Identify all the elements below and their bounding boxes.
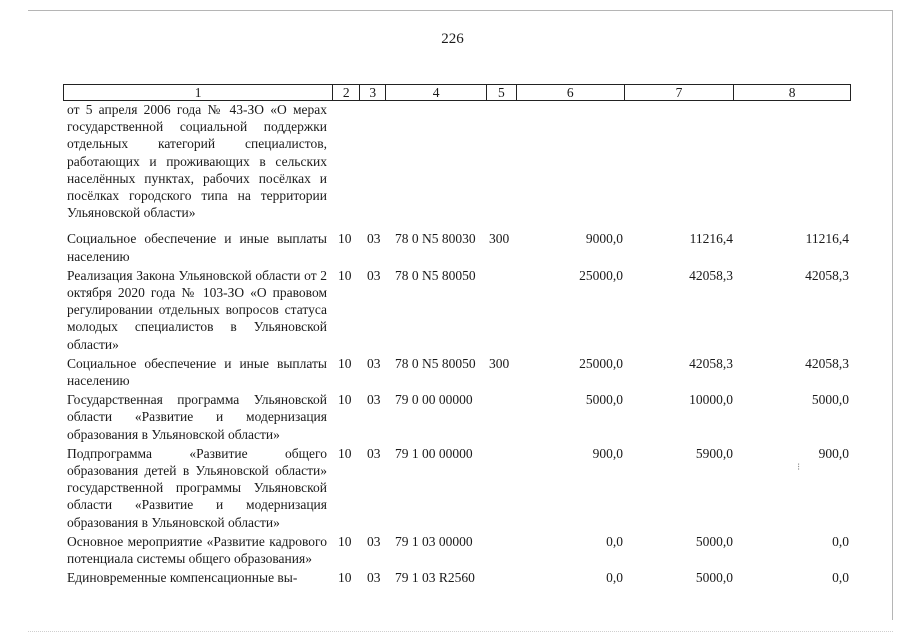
section-code: 10	[338, 231, 352, 247]
table-row	[63, 391, 851, 443]
amount-col-8: 0,0	[832, 570, 849, 586]
expense-type-code	[487, 533, 517, 567]
table-row	[63, 267, 851, 353]
amount-col-7: 10000,0	[689, 392, 733, 408]
amount-col-8: 0,0	[832, 533, 849, 549]
target-article-code: 78 0 N5 80050	[395, 355, 476, 371]
subsection-code: 03	[367, 355, 381, 371]
section-code: 10	[338, 570, 352, 586]
expense-type-code: 300	[489, 231, 510, 247]
row-description: Реализация Закона Ульяновской области от 2 октября 2020 года № 103-ЗО «О правовом регулировании отдельных вопросов статуса молодых специалистов в Ульяновской области»	[67, 267, 327, 352]
amount-col-7: 42058,3	[689, 267, 733, 283]
column-header-4: 4	[386, 85, 487, 100]
amount-col-6: 25000,0	[579, 267, 623, 283]
column-header-1: 1	[64, 85, 333, 100]
expense-type-code	[487, 267, 517, 353]
row-description: Подпрограмма «Развитие общего образования детей в Ульяновской области» государственной программы Ульяновской области «Развитие и модернизация образования в Ульяновской области»	[67, 445, 327, 530]
column-header-8: 8	[788, 85, 796, 100]
target-article-code: 79 1 00 00000	[395, 445, 473, 461]
row-description: Государственная программа Ульяновской области «Развитие и модернизация образования в Ульяновской области»	[67, 392, 327, 442]
section-code: 10	[338, 445, 352, 461]
column-header-5: 5	[487, 85, 517, 100]
amount-col-7: 5900,0	[695, 445, 733, 461]
subsection-code: 03	[367, 392, 381, 408]
amount-col-7: 42058,3	[689, 355, 733, 371]
amount-col-6: 5000,0	[585, 392, 623, 408]
expense-type-code	[487, 569, 517, 586]
column-header-6: 6	[517, 85, 625, 100]
subsection-code: 03	[367, 570, 381, 586]
amount-col-6: 900,0	[592, 445, 623, 461]
column-header-7: 7	[625, 85, 735, 100]
expense-type-code: 300	[489, 355, 510, 371]
section-code: 10	[338, 392, 352, 408]
expense-type-code	[487, 391, 517, 443]
subsection-code: 03	[367, 445, 381, 461]
page-edge-bottom	[28, 631, 893, 632]
column-header-2: 2	[333, 85, 360, 100]
table-row	[63, 355, 851, 389]
page-edge-right	[892, 10, 893, 620]
amount-col-8: 42058,3	[805, 267, 849, 283]
page-edge-top	[28, 10, 893, 11]
amount-col-8: 11216,4	[805, 231, 849, 247]
page-number: 226	[441, 31, 464, 47]
section-code: 10	[338, 355, 352, 371]
table-header	[63, 84, 851, 101]
section-code: 10	[338, 267, 352, 283]
amount-col-7: 5000,0	[695, 570, 733, 586]
table-body	[63, 101, 851, 588]
target-article-code: 78 0 N5 80050	[395, 267, 476, 283]
table-row	[63, 533, 851, 567]
target-article-code: 79 1 03 00000	[395, 533, 473, 549]
row-description: от 5 апреля 2006 года № 43-ЗО «О мерах государственной социальной поддержки отдельных категорий специалистов, работающих и проживающих в сельских населённых пунктах, рабочих посёлках и посёлках городского типа на территории Ульяновской области»	[67, 102, 327, 221]
amount-col-6: 9000,0	[585, 231, 623, 247]
amount-col-7: 5000,0	[695, 533, 733, 549]
section-code: 10	[338, 533, 352, 549]
table-row	[63, 569, 851, 586]
column-header-3: 3	[360, 85, 386, 100]
amount-col-8: 900,0	[818, 445, 849, 461]
table-row	[63, 230, 851, 264]
row-description: Основное мероприятие «Развитие кадрового потенциала системы общего образования»	[67, 533, 327, 567]
amount-col-6: 0,0	[606, 570, 623, 586]
amount-col-7: 11216,4	[689, 231, 733, 247]
row-description: Единовременные компенсационные вы-	[67, 570, 298, 586]
amount-col-6: 0,0	[606, 533, 623, 549]
subsection-code: 03	[367, 231, 381, 247]
expense-type-code	[487, 445, 517, 531]
table-row	[63, 445, 851, 531]
subsection-code: 03	[367, 267, 381, 283]
target-article-code: 78 0 N5 80030	[395, 231, 476, 247]
amount-col-8: 42058,3	[805, 355, 849, 371]
target-article-code: 79 1 03 R2560	[395, 570, 475, 586]
row-description: Социальное обеспечение и иные выплаты населению	[67, 231, 327, 264]
row-description: Социальное обеспечение и иные выплаты населению	[67, 355, 327, 389]
amount-col-6: 25000,0	[579, 355, 623, 371]
target-article-code: 79 0 00 00000	[395, 392, 473, 408]
table-row	[63, 101, 851, 221]
amount-col-8: 5000,0	[811, 392, 849, 408]
scan-mark: ⁝	[797, 462, 801, 473]
subsection-code: 03	[367, 533, 381, 549]
